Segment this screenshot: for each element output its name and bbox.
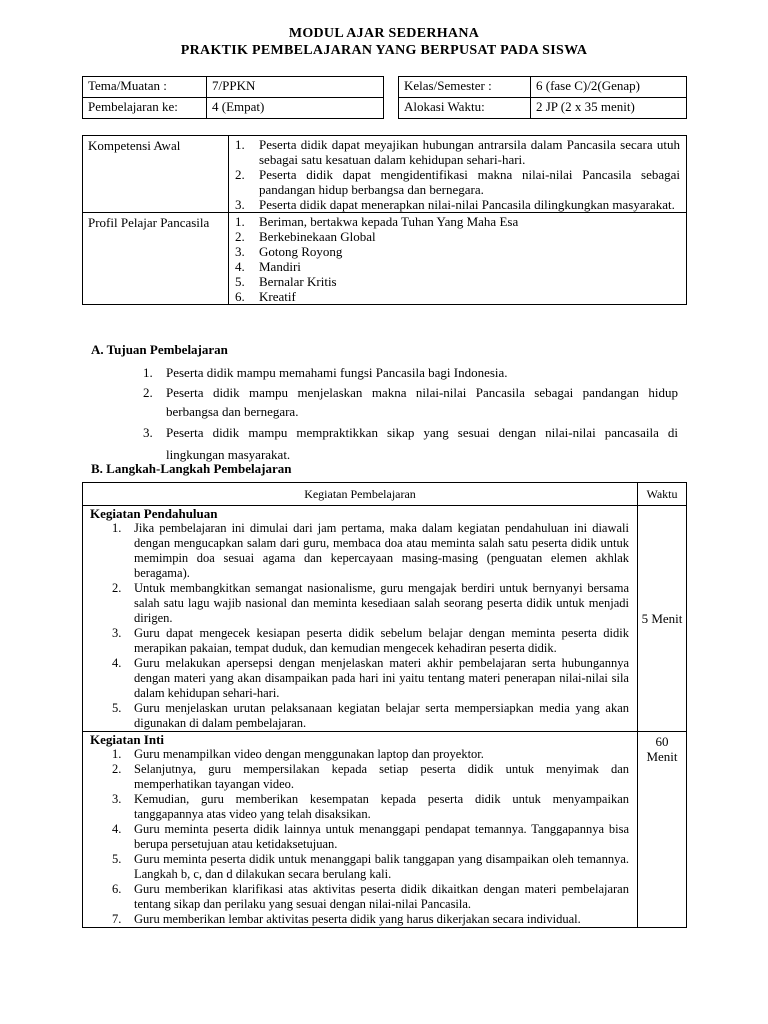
document-subtitle: PRAKTIK PEMBELAJARAN YANG BERPUSAT PADA SISWA — [180, 43, 588, 58]
list-item: 5. Bernalar Kritis — [235, 274, 337, 289]
list-item: 1. Guru menampilkan video dengan menggunakan laptop dan proyektor. — [112, 747, 484, 761]
list-item: 1. Jika pembelajaran ini dimulai dari jam pertama, maka dalam kegiatan pendahuluan ini diawali dengan mengucapkan salam dari guru, membaca doa atau meminta salah satu peserta didik untuk memimpin doa sesuai agama dan kepercayaan masing-masing (penguatan elemen akhlak beragama). — [112, 521, 629, 580]
kegiatan-title: Kegiatan Inti — [90, 732, 165, 747]
list-item: 3. Kemudian, guru memberikan kesempatan kepada peserta didik untuk menyampaikan tanggapannya atas video yang telah disaksikan. — [112, 792, 629, 821]
info-value: 2 JP (2 x 35 menit) — [531, 98, 687, 119]
list-item: 3. Peserta didik mampu mempraktikkan sikap yang sesuai dengan nilai-nilai pancasaila di lingkungan masyarakat. — [143, 425, 678, 462]
info-label: Kelas/Semester : — [399, 77, 531, 98]
info-label: Pembelajaran ke: — [83, 98, 207, 119]
kompetensi-label: Kompetensi Awal — [83, 136, 229, 213]
info-label: Alokasi Waktu: — [399, 98, 531, 119]
list-item: 2. Selanjutnya, guru mempersilakan kepada setiap peserta didik untuk menyimak dan memperhatikan tayangan video. — [112, 762, 629, 791]
profil-row — [83, 213, 687, 305]
kompetensi-profil-table — [82, 135, 687, 305]
table-header-row — [83, 483, 687, 506]
list-item: 4. Guru melakukan apersepsi dengan menjelaskan materi akhir pembelajaran serta hubungannya dengan materi yang akan disampaikan pada hari ini yaitu tentang materi penerapan nilai-nilai sila dalam kehidupan sehari-hari. — [112, 656, 629, 700]
info-value: 4 (Empat) — [207, 98, 384, 119]
list-item: 3. Gotong Royong — [235, 244, 343, 259]
kegiatan-title: Kegiatan Pendahuluan — [90, 506, 218, 521]
list-item: 4. Guru meminta peserta didik lainnya untuk menanggapi pendapat temannya. Tanggapannya bisa berupa persetujuan atau ketidaksetujuan. — [112, 822, 629, 851]
kompetensi-list — [229, 137, 680, 212]
list-item: 6. Kreatif — [235, 289, 296, 304]
table-row-inti — [83, 732, 687, 928]
tujuan-list — [143, 364, 678, 466]
document-title: MODUL AJAR SEDERHANA — [288, 26, 480, 41]
section-heading-langkah: B. Langkah-Langkah Pembelajaran — [91, 461, 292, 476]
inti-steps — [90, 747, 629, 927]
list-item: 3. Peserta didik dapat menerapkan nilai-nilai Pancasila dilingkungkan masyarakat. — [235, 197, 675, 212]
waktu-value: 60 — [655, 734, 669, 749]
column-header-kegiatan: Kegiatan Pembelajaran — [83, 483, 638, 506]
kegiatan-cell — [83, 506, 638, 732]
langkah-table — [82, 482, 687, 928]
info-row-tema — [83, 77, 384, 98]
kompetensi-content — [229, 136, 687, 213]
info-table-right — [398, 76, 687, 119]
list-item: 6. Guru memberikan klarifikasi atas aktivitas peserta didik dikaitkan dengan materi pembelajaran tentang sikap dan perilaku yang sesuai dengan nilai-nilai Pancasila. — [112, 882, 629, 911]
waktu-value: 5 Menit — [641, 610, 683, 626]
table-row-pendahuluan — [83, 506, 687, 732]
list-item: 5. Guru menjelaskan urutan pelaksanaan kegiatan belajar serta mempersiapkan media yang akan digunakan di dalam pembelajaran. — [112, 701, 629, 730]
column-header-waktu: Waktu — [638, 483, 687, 506]
list-item: 7. Guru memberikan lembar aktivitas peserta didik yang harus dikerjakan secara individual. — [112, 912, 581, 926]
profil-label: Profil Pelajar Pancasila — [83, 213, 229, 305]
waktu-unit: Menit — [646, 749, 678, 764]
list-item: 4. Mandiri — [235, 259, 301, 274]
info-value: 6 (fase C)/2(Genap) — [531, 77, 687, 98]
list-item: 3. Guru dapat mengecek kesiapan peserta didik sebelum belajar dengan meminta peserta didik merapikan pakaian, tempat duduk, dan kemudian mengecek kehadiran peserta didik. — [112, 626, 629, 655]
list-item: 2. Untuk membangkitkan semangat nasionalisme, guru mengajak berdiri untuk bernyanyi bersama salah satu lagu wajib nasional dan meminta kesediaan salah seorang peserta didik untuk menjadi dirigen. — [112, 581, 629, 625]
info-label: Tema/Muatan : — [83, 77, 207, 98]
pendahuluan-steps — [90, 521, 629, 731]
list-item: 2. Berkebinekaan Global — [235, 229, 376, 244]
info-table-left — [82, 76, 384, 119]
waktu-cell — [638, 506, 687, 732]
list-item: 1. Peserta didik dapat meyajikan hubungan antrarsila dalam Pancasila secara utuh sebagai satu kesatuan dalam kehidupan sehari-hari. — [235, 137, 680, 167]
list-item: 1. Peserta didik mampu memahami fungsi Pancasila bagi Indonesia. — [143, 365, 508, 380]
info-row-alokasi — [399, 98, 687, 119]
list-item: 1. Beriman, bertakwa kepada Tuhan Yang Maha Esa — [235, 214, 519, 229]
list-item: 2. Peserta didik mampu menjelaskan makna nilai-nilai Pancasila sebagai pandangan hidup berbangsa dan bernegara. — [143, 385, 678, 419]
list-item: 2. Peserta didik dapat mengidentifikasi makna nilai-nilai Pancasila sebagai pandangan hidup berbangsa dan bernegara. — [235, 167, 680, 197]
kegiatan-cell — [83, 732, 638, 928]
section-heading-tujuan: A. Tujuan Pembelajaran — [91, 342, 228, 357]
info-value: 7/PPKN — [207, 77, 384, 98]
list-item: 5. Guru meminta peserta didik untuk menanggapi balik tanggapan yang disampaikan oleh temannya. Langkah b, c, dan d dilakukan secara berulang kali. — [112, 852, 629, 881]
kompetensi-row — [83, 136, 687, 213]
waktu-cell — [638, 732, 687, 928]
profil-content — [229, 213, 687, 305]
info-row-pembelajaran — [83, 98, 384, 119]
info-row-kelas — [399, 77, 687, 98]
profil-list — [229, 214, 680, 304]
